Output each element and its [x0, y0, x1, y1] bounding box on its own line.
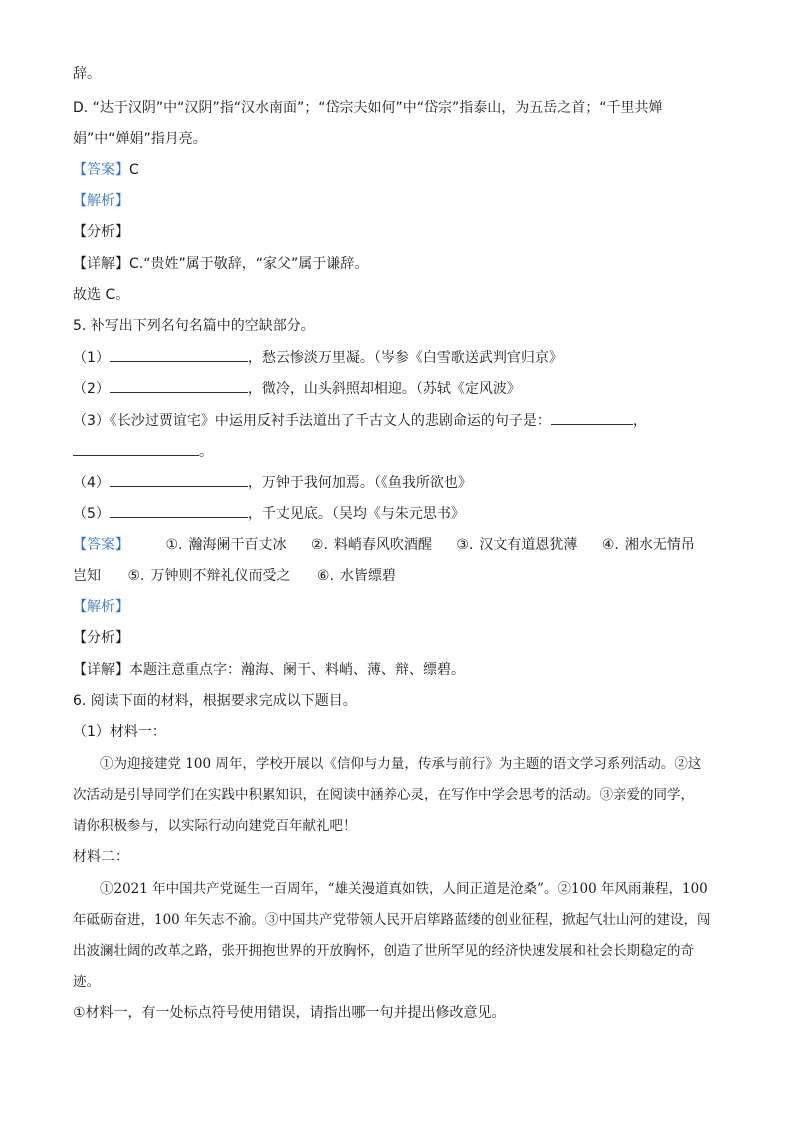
answer-text: 瀚海阑干百丈冰 [188, 537, 287, 553]
q4-fenxi-row [73, 222, 734, 242]
q6-material1-line: 请你积极参与，以实际行动向建党百年献礼吧！ [73, 818, 357, 834]
answer-num: ⑤. [127, 568, 145, 584]
fill-blank[interactable] [110, 347, 248, 362]
q5-item-5 [73, 503, 734, 524]
q5-item-text: ，愁云惨淡万里凝。（岑参《白雪歌送武判官归京》 [247, 350, 563, 366]
answer-num: ①. [165, 537, 183, 553]
q6-question-1: ①材料一，有一处标点符号使用错误，请指出哪一句并提出修改意见。 [73, 1005, 506, 1021]
q5-item-3-end: 。 [199, 444, 213, 460]
answer-num: ③. [456, 537, 474, 553]
q5-item-num: （1） [73, 350, 110, 366]
q5-item-text: ，万钟于我何加焉。（《鱼我所欲也》 [247, 475, 472, 491]
q4-option-d-line2: 娟”中“婵娟”指月亮。 [73, 131, 207, 147]
q5-detail-row [73, 660, 734, 680]
q5-item-2 [73, 378, 734, 399]
q5-answer-row [73, 535, 734, 555]
q6-material2-line: ①2021 年中国共产党诞生一百周年，“雄关漫道真如铁，人间正道是沧桑”。②100 年风雨兼程，100 [100, 881, 708, 897]
q5-item-3-line1 [73, 410, 734, 431]
q5-fenxi-row [73, 628, 734, 648]
fenxi-label: 【分析】 [73, 224, 129, 240]
answer-label: 【答案】 [73, 537, 129, 553]
q4-answer-value: C [129, 162, 139, 178]
answer-text: 料峭春风吹酒醒 [333, 537, 432, 553]
q5-title: 5. 补写出下列名句名篇中的空缺部分。 [73, 318, 315, 334]
fill-blank[interactable] [110, 472, 248, 487]
q5-analysis-row [73, 597, 734, 617]
q5-item-text: ，微冷，山头斜照却相迎。（苏轼《定风波》 [247, 381, 521, 397]
q5-answer-3 [456, 535, 577, 555]
q6-material2-line: 年砥砺奋进，100 年矢志不渝。③中国共产党带领人民开启筚路蓝缕的创业征程，掀起气壮山河的建设，闯 [73, 912, 711, 928]
fill-blank[interactable] [110, 378, 248, 393]
q4-detail-row [73, 254, 734, 274]
q5-item-1 [73, 347, 734, 368]
answer-label: 【答案】 [73, 162, 129, 178]
q5-item-3-comma: ， [632, 413, 647, 429]
q4-answer-row [73, 160, 734, 180]
fenxi-label: 【分析】 [73, 630, 129, 646]
detail-label: 【详解】 [73, 256, 129, 272]
q5-item-num: （2） [73, 381, 110, 397]
q6-material2-label: 材料二： [73, 849, 129, 865]
q4-option-d-line1: D. “达于汉阴”中“汉阴”指“汉水南面”；“岱宗夫如何”中“岱宗”指泰山，为五岳之首；“千里共婵 [73, 100, 663, 116]
q6-material2-line: 迹。 [73, 974, 100, 990]
answer-text: 湘水无情吊 [624, 537, 695, 553]
fill-blank[interactable] [110, 503, 248, 518]
q5-answer-row-2 [73, 566, 734, 586]
detail-label: 【详解】 [73, 662, 129, 678]
q5-item-num: （5） [73, 506, 110, 522]
answer-num: ②. [310, 537, 328, 553]
analysis-label: 【解析】 [73, 599, 129, 615]
q5-answer-2 [311, 535, 432, 555]
q5-answer-6 [317, 566, 396, 586]
q5-answer-1 [165, 535, 286, 555]
q4-detail-text: C.“贵姓”属于敬辞，“家父”属于谦辞。 [129, 256, 369, 272]
q5-item-num: （4） [73, 475, 110, 491]
q6-material1-line: 次活动是引导同学们在实践中积累知识，在阅读中涵养心灵，在写作中学会思考的活动。③亲爱的同学， [73, 787, 694, 803]
q5-detail-text: 本题注意重点字：瀚海、阑干、料峭、薄、辩、缥碧。 [129, 662, 465, 678]
q5-answer-4-cont: 岂知 [73, 568, 101, 584]
answer-text: 万钟则不辩礼仪而受之 [150, 568, 291, 584]
answer-text: 汉文有道恩犹薄 [479, 537, 578, 553]
analysis-label: 【解析】 [73, 193, 129, 209]
q6-title: 6. 阅读下面的材料，根据要求完成以下题目。 [73, 693, 357, 709]
q4-conclusion: 故选 C。 [73, 287, 130, 303]
q4-analysis-row [73, 191, 734, 211]
answer-text: 水皆缥碧 [339, 568, 396, 584]
q5-item-text: ，千丈见底。（吴均《与朱元思书》 [247, 506, 465, 522]
fill-blank[interactable] [551, 410, 633, 425]
q5-item-3-line2 [73, 441, 734, 462]
q4-tail-text: 辞。 [73, 66, 101, 82]
answer-num: ④. [601, 537, 619, 553]
q5-item-3-text: （3）《长沙过贾谊宅》中运用反衬手法道出了千古文人的悲剧命运的句子是： [73, 413, 551, 429]
q6-material1-line: ①为迎接建党 100 周年，学校开展以《信仰与力量，传承与前行》为主题的语文学习系列活动。②这 [100, 756, 702, 772]
answer-num: ⑥. [316, 568, 334, 584]
q5-item-4 [73, 472, 734, 493]
q5-answer-4 [602, 535, 695, 555]
q6-material1-label: （1）材料一： [73, 724, 166, 740]
q6-material2-line: 出波澜壮阔的改革之路，张开拥抱世界的开放胸怀，创造了世所罕见的经济快速发展和社会长期稳定的奇 [73, 943, 694, 959]
q5-answer-5 [127, 566, 290, 586]
fill-blank[interactable] [73, 441, 199, 456]
